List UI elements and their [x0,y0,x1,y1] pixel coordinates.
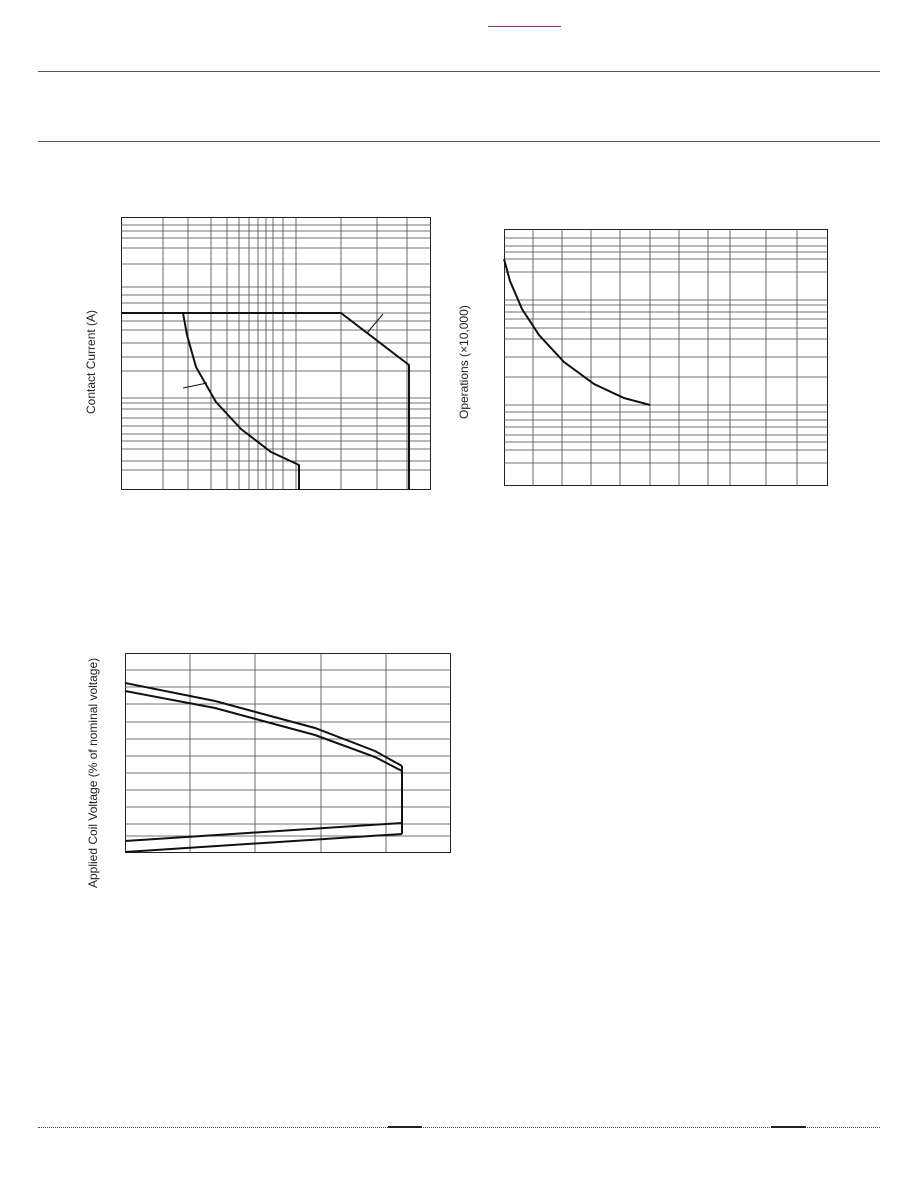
chart1-leader-line-a [183,383,207,388]
chart1-series-line-1 [121,313,409,490]
contact-current-chart [121,217,431,490]
footer-mark-left [388,1126,422,1128]
chart2-series-line-0 [504,259,650,405]
chart1-series-line-0 [183,313,299,490]
coil-voltage-chart [125,653,451,853]
top-link-underline[interactable] [488,26,561,27]
footer-dotted-rule [38,1127,880,1128]
chart3-series-line-2 [125,823,402,841]
operations-chart [504,229,828,486]
header-rule-top [38,71,880,72]
chart3-series-line-3 [125,834,402,852]
chart3-y-axis-label: Applied Coil Voltage (% of nominal voltage) [86,657,100,888]
chart1-y-axis-label: Contact Current (A) [84,309,98,414]
chart3-series-line-1 [125,691,402,771]
chart2-frame [505,230,828,486]
footer-mark-right [771,1126,806,1128]
chart3-series-line-0 [125,683,402,766]
chart2-y-axis-label: Operations (×10,000) [457,305,471,419]
header-rule-bottom [38,141,880,142]
